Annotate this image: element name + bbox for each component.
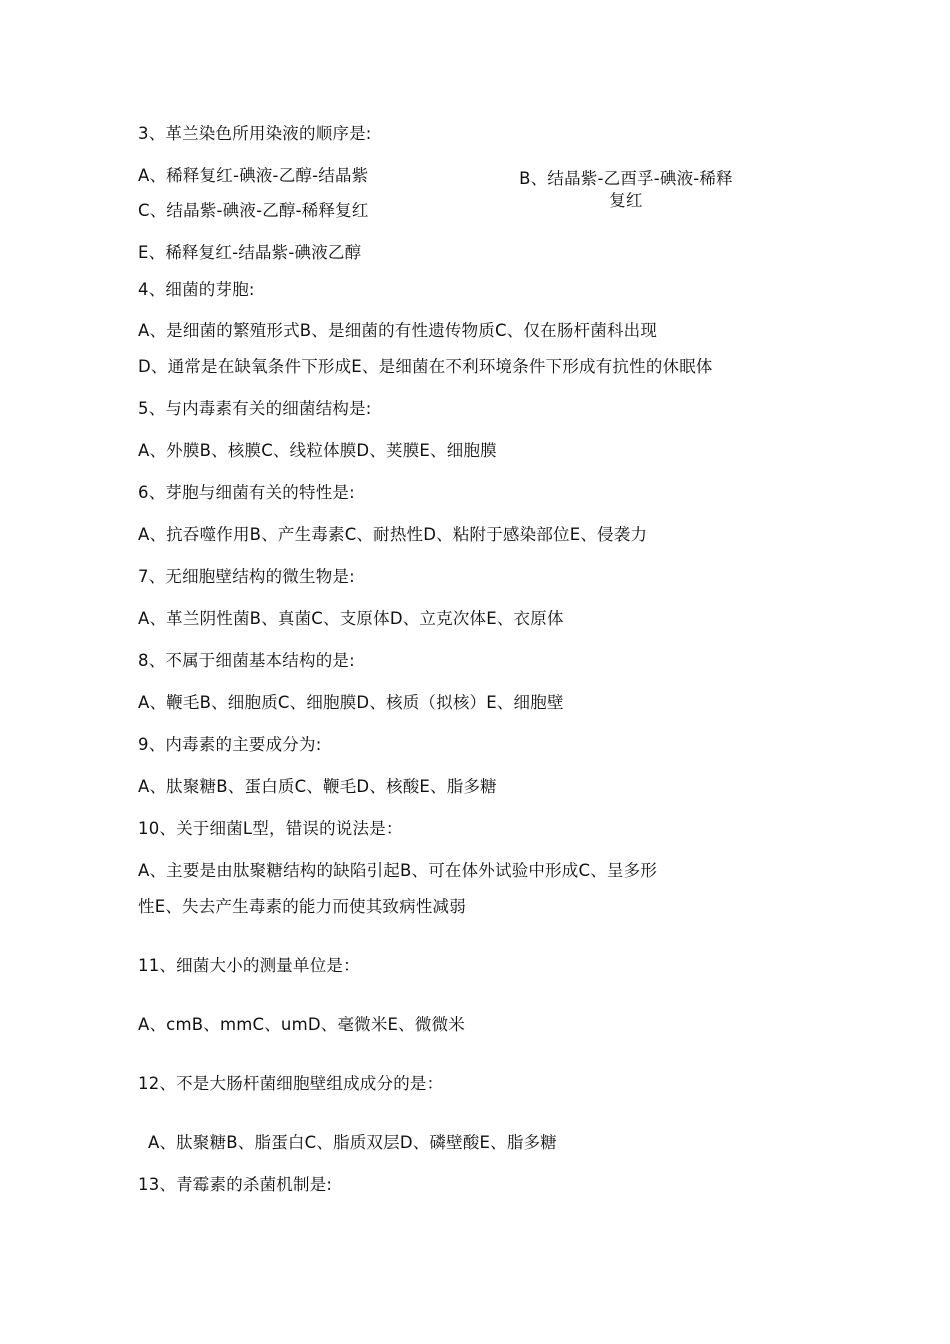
q3-option-b-line2: 复红: [609, 191, 643, 210]
question-5: 5、与内毒素有关的细菌结构是:: [138, 399, 372, 418]
question-13: 13、青霉素的杀菌机制是:: [138, 1175, 333, 1194]
question-6: 6、芽胞与细菌有关的特性是:: [138, 483, 355, 502]
q4-options-line1: A、是细菌的繁殖形式B、是细菌的有性遗传物质C、仅在肠杆菌科出现: [138, 321, 658, 340]
q10-options-line2: 性E、失去产生毒素的能力而使其致病性减弱: [138, 897, 466, 916]
q6-options: A、抗吞噬作用B、产生毒素C、耐热性D、粘附于感染部位E、侵袭力: [138, 525, 648, 544]
q11-options: A、cmB、mmC、umD、毫微米E、微微米: [138, 1015, 465, 1034]
question-7: 7、无细胞壁结构的微生物是:: [138, 567, 355, 586]
q10-options-line1: A、主要是由肽聚糖结构的缺陷引起B、可在体外试验中形成C、呈多形: [138, 861, 658, 880]
q3-option-a: A、稀释复红-碘液-乙醇-结晶紫: [138, 166, 369, 185]
q9-options: A、肽聚糖B、蛋白质C、鞭毛D、核酸E、脂多糖: [138, 777, 497, 796]
question-9: 9、内毒素的主要成分为:: [138, 735, 322, 754]
question-12: 12、不是大肠杆菌细胞壁组成成分的是：: [138, 1074, 444, 1093]
question-4: 4、细菌的芽胞:: [138, 280, 255, 299]
question-8: 8、不属于细菌基本结构的是:: [138, 651, 355, 670]
question-10: 10、关于细菌L型，错误的说法是：: [138, 819, 403, 838]
question-11: 11、细菌大小的测量单位是：: [138, 956, 360, 975]
q7-options: A、革兰阴性菌B、真菌C、支原体D、立克次体E、衣原体: [138, 609, 564, 628]
q8-options: A、鞭毛B、细胞质C、细胞膜D、核质（拟核）E、细胞壁: [138, 693, 564, 712]
question-3: 3、革兰染色所用染液的顺序是:: [138, 124, 372, 143]
q3-option-b-line1: B、结晶紫-乙酉孚-碘液-稀释: [519, 169, 733, 188]
q3-option-b: [496, 168, 756, 212]
q4-options-line2: D、通常是在缺氧条件下形成E、是细菌在不利环境条件下形成有抗性的休眠体: [138, 357, 713, 376]
q5-options: A、外膜B、核膜C、线粒体膜D、荚膜E、细胞膜: [138, 441, 497, 460]
q12-options: A、肽聚糖B、脂蛋白C、脂质双层D、磷壁酸E、脂多糖: [148, 1133, 557, 1152]
q3-option-e: E、稀释复红-结晶紫-碘液乙醇: [138, 243, 362, 262]
q3-option-c: C、结晶紫-碘液-乙醇-稀释复红: [138, 201, 369, 220]
